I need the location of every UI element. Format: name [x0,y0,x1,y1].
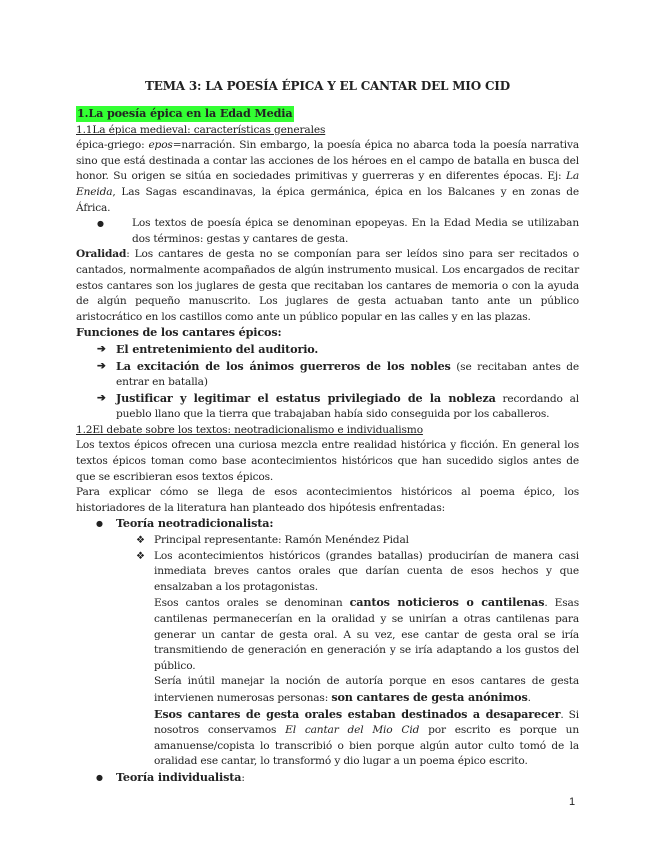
arrow-right-icon: ➔ [97,342,106,355]
bullet-icon: ● [96,772,103,782]
section-heading: 1.La poesía épica en la Edad Media [77,106,293,120]
document-body [76,106,579,787]
paragraph: épica-griego: epos=narración. Sin embargo, la poesía épica no abarca toda la poesía narrativa sino que está destinada a contar las acciones de los héroes en el campo de batalla en busca del honor. Su origen se sitúa en sociedades primitivas y guerreras y en diferentes épocas. Ej: La Eneida, Las Sagas escandinavas, la épica germánica, épica en los Balcanes y en zonas de África. [76,139,579,214]
arrow-right-icon: ➔ [97,359,106,372]
paragraph: Para explicar cómo se llega de esos acontecimientos históricos al poema épico, los historiadores de la literatura han planteado dos hipótesis enfrentadas: [76,486,579,514]
indented-paragraph: Esos cantos orales se denominan cantos noticieros o cantilenas. Esas cantilenas permanecerían en la oralidad y se unirían a otras cantilenas para generar un cantar de gesta oral. A su vez, ese cantar de gesta oral se iría transmitiendo de generación en generación y se iría adaptando a los gustos del público. [154,595,580,672]
list-item: ● Teoría neotradicionalista: [96,516,274,531]
list-item: ● Teoría individualista: [96,769,245,784]
list-item: ● Los textos de poesía épica se denominan epopeyas. En la Edad Media se utilizaban dos términos: gestas y cantares de gesta. [97,217,579,245]
paragraph: Oralidad: Los cantares de gesta no se componían para ser leídos sino para ser recitados o cantados, normalmente acompañados de algún instrumento musical. Los encargados de recitar estos cantares son los juglares de gesta que recitaban los cantares de memoria o con la ayuda de algún pequeño manuscrito. Los juglares de gesta actuaban tanto ante un público aristocrático en los castillos como ante un público popular en las calles y en las plazas. [76,248,579,323]
indented-paragraph: Sería inútil manejar la noción de autoría porque en esos cantares de gesta intervienen numerosas personas: son cantares de gesta anónimos. [154,675,579,704]
paragraph: Los textos épicos ofrecen una curiosa mezcla entre realidad histórica y ficción. En general los textos épicos toman como base acontecimientos históricos que han sucedido siglos antes de que se escribieran esos textos épicos. [76,439,579,483]
arrow-right-icon: ➔ [97,391,106,404]
bullet-icon: ● [97,219,104,229]
page-number: 1 [569,796,576,808]
list-item: ➔ La excitación de los ánimos guerreros de los nobles (se recitaban antes de entrar en batalla) [97,358,579,389]
bullet-icon: ● [96,519,103,529]
list-item: ➔ El entretenimiento del auditorio. [97,341,319,356]
diamond-bullet-icon: ❖ [136,535,145,547]
list-item: ❖ Principal representante: Ramón Menéndez Pidal [76,533,579,549]
list-item: ❖ Los acontecimientos históricos (grandes batallas) producirían de manera casi inmediata breves cantos orales que darían cuenta de esos hechos y que ensalzaban a los protagonistas. [136,549,579,593]
list-item: ➔ Justificar y legitimar el estatus privilegiado de la nobleza recordando al pueblo llano que la tierra que trabajaban había sido conseguida por los caballeros. [97,390,579,421]
subsection-heading: 1.2El debate sobre los textos: neotradicionalismo e individualismo [76,423,423,436]
subsection-heading: 1.1La épica medieval: características generales [76,123,326,136]
indented-paragraph: Esos cantares de gesta orales estaban destinados a desaparecer. Si nosotros conservamos El cantar del Mio Cid por escrito es porque un amanuense/copista lo transcribió o bien porque algún autor culto tomó de la oralidad ese cantar, lo transformó y dio lugar a un poema épico escrito. [154,706,579,768]
functions-title: Funciones de los cantares épicos: [76,325,282,340]
page-title: TEMA 3: LA POESÍA ÉPICA Y EL CANTAR DEL MIO CID [145,79,510,93]
diamond-bullet-icon: ❖ [136,550,145,562]
